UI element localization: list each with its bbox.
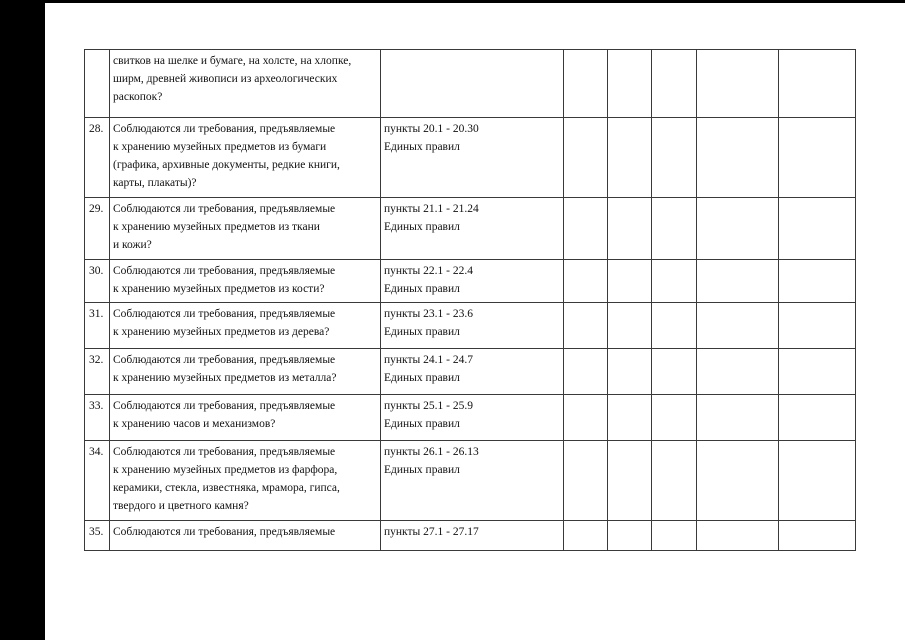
row-number: 31. (85, 303, 110, 349)
answer-cell (608, 441, 652, 521)
table-row (85, 50, 856, 118)
row-number: 35. (85, 521, 110, 551)
answer-cell (608, 260, 652, 303)
answer-cell (608, 521, 652, 551)
answer-cell (608, 395, 652, 441)
question-cell (110, 395, 381, 441)
answer-cell (608, 349, 652, 395)
reference-line: пункты 20.1 - 20.30 (384, 123, 479, 135)
table-row (85, 521, 856, 551)
question-line: Соблюдаются ли требования, предъявляемые (113, 265, 336, 277)
answer-cell (779, 118, 856, 198)
question-line: керамики, стекла, известняка, мрамора, гипса, (113, 482, 340, 494)
row-number: 30. (85, 260, 110, 303)
reference-cell (381, 395, 564, 441)
reference-cell (381, 198, 564, 260)
question-line: карты, плакаты)? (113, 177, 197, 189)
answer-cell (779, 521, 856, 551)
reference-line: пункты 27.1 - 27.17 (384, 526, 479, 538)
row-number: 32. (85, 349, 110, 395)
answer-cell (564, 395, 608, 441)
answer-cell (697, 395, 779, 441)
answer-cell (652, 395, 697, 441)
answer-cell (652, 521, 697, 551)
table-row (85, 260, 856, 303)
answer-cell (652, 198, 697, 260)
table-row (85, 349, 856, 395)
answer-cell (779, 50, 856, 118)
answer-cell (697, 198, 779, 260)
reference-line: пункты 24.1 - 24.7 (384, 354, 473, 366)
question-line: Соблюдаются ли требования, предъявляемые (113, 123, 336, 135)
question-cell (110, 303, 381, 349)
reference-cell (381, 50, 564, 118)
row-number: 29. (85, 198, 110, 260)
answer-cell (697, 441, 779, 521)
row-number: 34. (85, 441, 110, 521)
answer-cell (608, 303, 652, 349)
reference-cell (381, 349, 564, 395)
question-cell (110, 260, 381, 303)
answer-cell (564, 50, 608, 118)
reference-line: пункты 26.1 - 26.13 (384, 446, 479, 458)
question-line: свитков на шелке и бумаге, на холсте, на хлопке, (113, 55, 352, 67)
question-line: твердого и цветного камня? (113, 500, 249, 512)
question-line: Соблюдаются ли требования, предъявляемые (113, 203, 336, 215)
answer-cell (652, 303, 697, 349)
question-line: (графика, архивные документы, редкие книги, (113, 159, 340, 171)
question-cell (110, 521, 381, 551)
answer-cell (697, 118, 779, 198)
answer-cell (779, 349, 856, 395)
question-line: к хранению музейных предметов из дерева? (113, 326, 330, 338)
reference-line: Единых правил (384, 464, 460, 476)
checklist-rows (85, 50, 856, 551)
question-line: ширм, древней живописи из археологических (113, 73, 338, 85)
table-row (85, 395, 856, 441)
question-cell (110, 50, 381, 118)
reference-line: пункты 23.1 - 23.6 (384, 308, 473, 320)
answer-cell (652, 260, 697, 303)
answer-cell (564, 521, 608, 551)
answer-cell (779, 303, 856, 349)
answer-cell (564, 118, 608, 198)
answer-cell (652, 50, 697, 118)
table-row (85, 118, 856, 198)
row-number: 33. (85, 395, 110, 441)
answer-cell (779, 395, 856, 441)
reference-line: Единых правил (384, 418, 460, 430)
scan-border-left (0, 0, 45, 640)
answer-cell (608, 50, 652, 118)
question-line: к хранению музейных предметов из ткани (113, 221, 320, 233)
answer-cell (697, 260, 779, 303)
answer-cell (779, 198, 856, 260)
question-line: к хранению музейных предметов из фарфора, (113, 464, 338, 476)
answer-cell (652, 118, 697, 198)
answer-cell (564, 441, 608, 521)
answer-cell (608, 198, 652, 260)
question-line: Соблюдаются ли требования, предъявляемые (113, 308, 336, 320)
reference-line: пункты 21.1 - 21.24 (384, 203, 479, 215)
answer-cell (652, 349, 697, 395)
question-line: к хранению музейных предметов из металла? (113, 372, 337, 384)
question-cell (110, 349, 381, 395)
table-row (85, 441, 856, 521)
table-row (85, 303, 856, 349)
question-line: Соблюдаются ли требования, предъявляемые (113, 446, 336, 458)
reference-cell (381, 303, 564, 349)
answer-cell (564, 198, 608, 260)
question-line: Соблюдаются ли требования, предъявляемые (113, 354, 336, 366)
question-cell (110, 118, 381, 198)
answer-cell (652, 441, 697, 521)
answer-cell (779, 441, 856, 521)
reference-cell (381, 521, 564, 551)
question-line: и кожи? (113, 239, 152, 251)
reference-cell (381, 260, 564, 303)
checklist-table (84, 49, 856, 551)
reference-line: пункты 22.1 - 22.4 (384, 265, 473, 277)
answer-cell (608, 118, 652, 198)
answer-cell (697, 521, 779, 551)
answer-cell (697, 50, 779, 118)
reference-line: Единых правил (384, 372, 460, 384)
question-line: к хранению часов и механизмов? (113, 418, 276, 430)
reference-line: пункты 25.1 - 25.9 (384, 400, 473, 412)
row-number (85, 50, 110, 118)
question-cell (110, 441, 381, 521)
table-row (85, 198, 856, 260)
answer-cell (697, 349, 779, 395)
question-line: к хранению музейных предметов из кости? (113, 283, 325, 295)
answer-cell (779, 260, 856, 303)
question-cell (110, 198, 381, 260)
reference-line: Единых правил (384, 326, 460, 338)
answer-cell (564, 349, 608, 395)
reference-cell (381, 441, 564, 521)
answer-cell (564, 260, 608, 303)
reference-line: Единых правил (384, 283, 460, 295)
answer-cell (564, 303, 608, 349)
reference-cell (381, 118, 564, 198)
question-line: Соблюдаются ли требования, предъявляемые (113, 526, 336, 538)
answer-cell (697, 303, 779, 349)
reference-line: Единых правил (384, 141, 460, 153)
question-line: Соблюдаются ли требования, предъявляемые (113, 400, 336, 412)
question-line: к хранению музейных предметов из бумаги (113, 141, 327, 153)
question-line: раскопок? (113, 91, 163, 103)
row-number: 28. (85, 118, 110, 198)
reference-line: Единых правил (384, 221, 460, 233)
